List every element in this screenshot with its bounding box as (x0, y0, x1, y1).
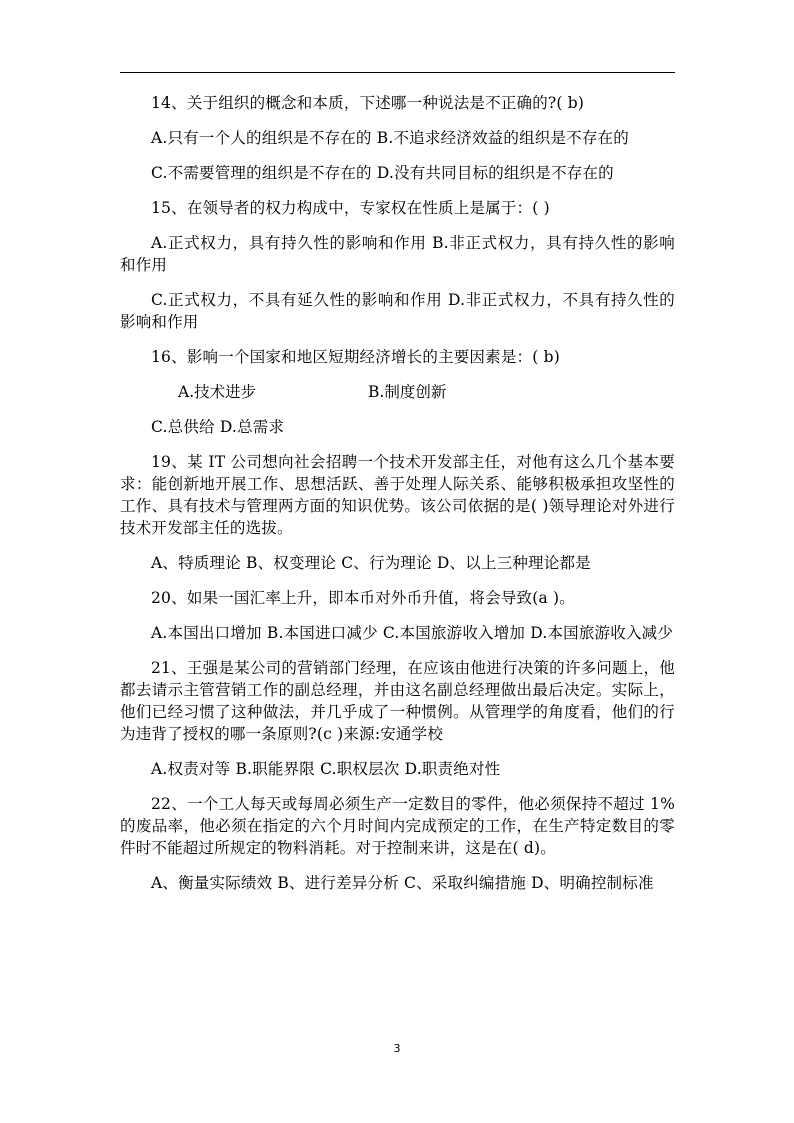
question-22: 22、一个工人每天或每周必须生产一定数目的零件，他必须保持不超过 1%的废品率，他必须在指定的六个月时间内完成预定的工作，在生产特定数目的零件时不能超过所规定的物料消耗。对于控制来讲，这是在( d)。 (120, 795, 675, 857)
header-rule (120, 72, 675, 73)
option-a: A.技术进步 (178, 383, 257, 401)
page-content (120, 92, 675, 907)
question-16-options-cd: C.总供给 D.总需求 (151, 418, 285, 436)
question-15-options-cd: C.正式权力，不具有延久性的影响和作用 D.非正式权力，不具有持久性的影响和作用 (120, 291, 675, 331)
question-20-options: A.本国出口增加 B.本国进口减少 C.本国旅游收入增加 D.本国旅游收入减少 (151, 624, 674, 642)
question-14-options-ab: A.只有一个人的组织是不存在的 B.不追求经济效益的组织是不存在的 (151, 129, 629, 147)
question-15-options-ab: A.正式权力，具有持久性的影响和作用 B.非正式权力，具有持久性的影响和作用 (120, 234, 675, 274)
question-19-options: A、特质理论 B、权变理论 C、行为理论 D、以上三种理论都是 (151, 554, 591, 572)
page-number: 3 (393, 1042, 401, 1055)
question-15: 15、在领导者的权力构成中，专家权在性质上是属于：( ) (151, 199, 550, 217)
question-21: 21、王强是某公司的营销部门经理，在应该由他进行决策的许多问题上，他都去请示主管营销工作的副总经理，并由这名副总经理做出最后决定。实际上，他们已经习惯了这种做法，并几乎成了一种惯例。从管理学的角度看，他们的行为违背了授权的哪一条原则?(c )来源:安通学校 (120, 659, 675, 743)
question-16-options-ab (120, 381, 675, 403)
option-b: B.制度创新 (368, 383, 447, 401)
question-22-options: A、衡量实际绩效 B、进行差异分析 C、采取纠编措施 D、明确控制标准 (151, 874, 654, 892)
question-21-options: A.权责对等 B.职能界限 C.职权层次 D.职责绝对性 (151, 760, 501, 778)
question-14-options-cd: C.不需要管理的组织是不存在的 D.没有共同目标的组织是不存在的 (151, 164, 614, 182)
question-19: 19、某 IT 公司想向社会招聘一个技术开发部主任，对他有这么几个基本要求：能创新地开展工作、思想活跃、善于处理人际关系、能够积极承担攻坚性的工作、具有技术与管理两方面的知识优势。该公司依据的是( )领导理论对外进行技术开发部主任的选拔。 (120, 453, 675, 537)
question-14: 14、关于组织的概念和本质，下述哪一种说法是不正确的?( b) (151, 94, 585, 112)
question-20: 20、如果一国汇率上升，即本币对外币升值，将会导致(a )。 (151, 589, 575, 607)
question-16: 16、影响一个国家和地区短期经济增长的主要因素是：( b) (151, 348, 560, 366)
